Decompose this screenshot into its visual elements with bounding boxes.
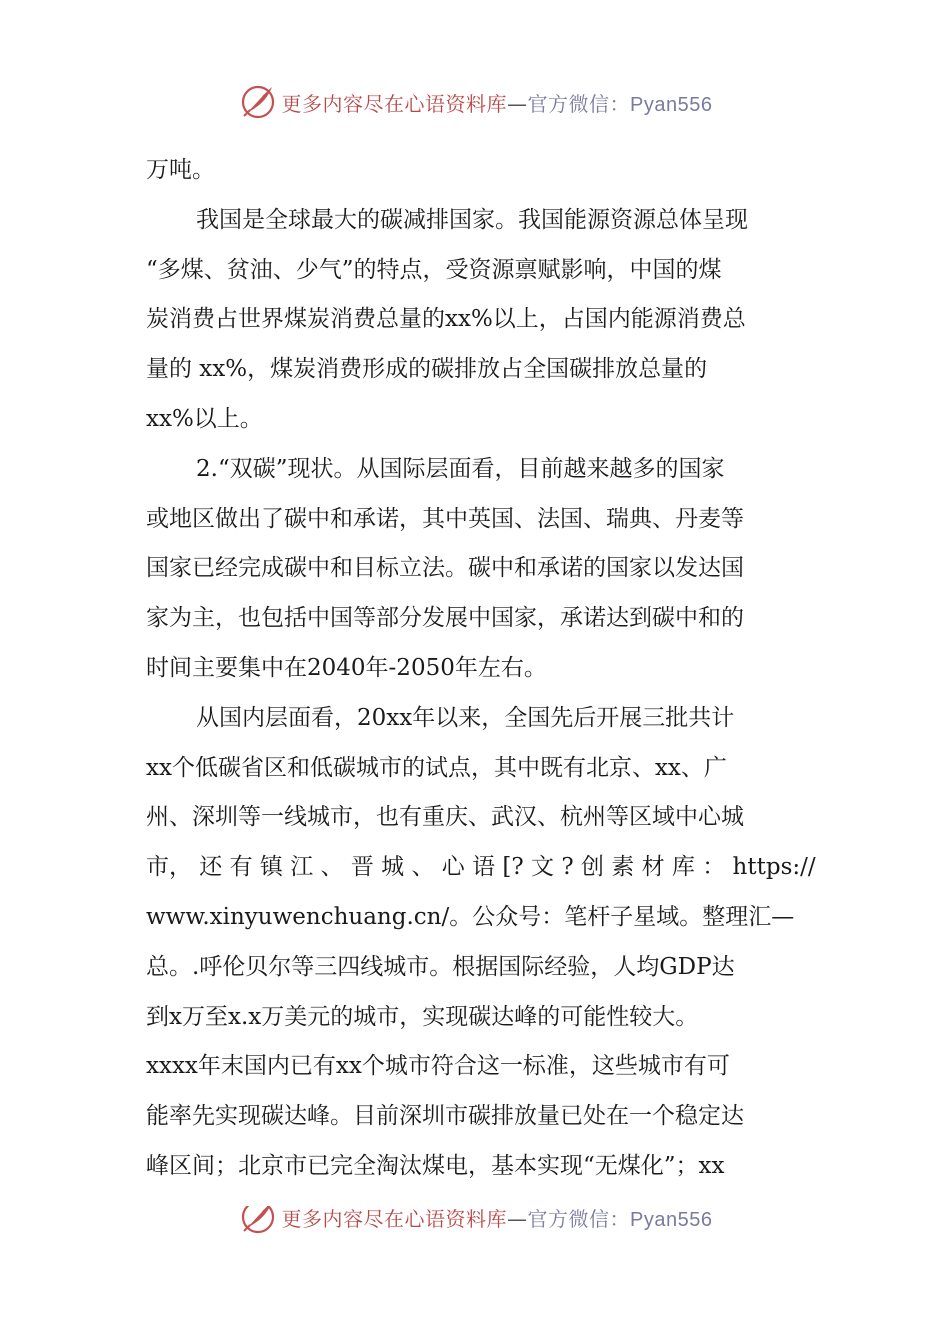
watermark-text: 更多内容尽在心语资料库—官方微信：Pyan556 [281, 1206, 713, 1231]
text-line: 家为主，也包括中国等部分发展中国家，承诺达到碳中和的 [146, 605, 744, 632]
text-line: “多煤、贫油、少气”的特点，受资源禀赋影响，中国的煤 [146, 256, 722, 283]
quill-logo-icon [238, 82, 278, 122]
watermark-footer [0, 1206, 950, 1240]
document-body [146, 146, 816, 1192]
text-line: 炭消费占世界煤炭消费总量的xx%以上，占国内能源消费总 [146, 306, 746, 333]
text-line: xxxx年末国内已有xx个城市符合这一标准，这些城市有可 [146, 1053, 730, 1080]
text-line: xx个低碳省区和低碳城市的试点，其中既有北京、xx、广 [146, 754, 727, 781]
text-line: 万吨。 [146, 157, 215, 183]
text-line: 量的 xx%，煤炭消费形成的碳排放占全国碳排放总量的 [146, 356, 708, 383]
text-line: 到x万至x.x万美元的城市，实现碳达峰的可能性较大。 [146, 1003, 699, 1030]
text-line: 市， 还 有 镇 江 、 晋 城 、 心 语 [? 文 ? 创 素 材 库 ： https:// [146, 854, 816, 881]
text-line: 峰区间；北京市已完全淘汰煤电，基本实现“无煤化”；xx [146, 1152, 725, 1179]
text-line: 或地区做出了碳中和承诺，其中英国、法国、瑞典、丹麦等 [146, 505, 744, 532]
text-line: 总。.呼伦贝尔等三四线城市。根据国际经验，人均GDP达 [146, 953, 735, 980]
text-line: 从国内层面看，20xx年以来，全国先后开展三批共计 [196, 704, 735, 731]
text-line: www.xinyuwenchuang.cn/。公众号：笔杆子星域。整理汇— [146, 903, 795, 930]
text-line: 时间主要集中在2040年-2050年左右。 [146, 654, 547, 681]
text-line: 2.“双碳”现状。从国际层面看，目前越来越多的国家 [196, 455, 725, 482]
watermark-text: 更多内容尽在心语资料库—官方微信：Pyan556 [281, 91, 713, 116]
watermark-header [0, 82, 950, 122]
text-line: 我国是全球最大的碳减排国家。我国能源资源总体呈现 [196, 206, 748, 233]
text-line: 能率先实现碳达峰。目前深圳市碳排放量已处在一个稳定达 [146, 1103, 744, 1130]
text-line: 国家已经完成碳中和目标立法。碳中和承诺的国家以发达国 [146, 555, 744, 582]
quill-logo-icon [238, 1206, 278, 1237]
text-line: xx%以上。 [146, 405, 263, 432]
text-line: 州、深圳等一线城市，也有重庆、武汉、杭州等区域中心城 [146, 804, 744, 831]
